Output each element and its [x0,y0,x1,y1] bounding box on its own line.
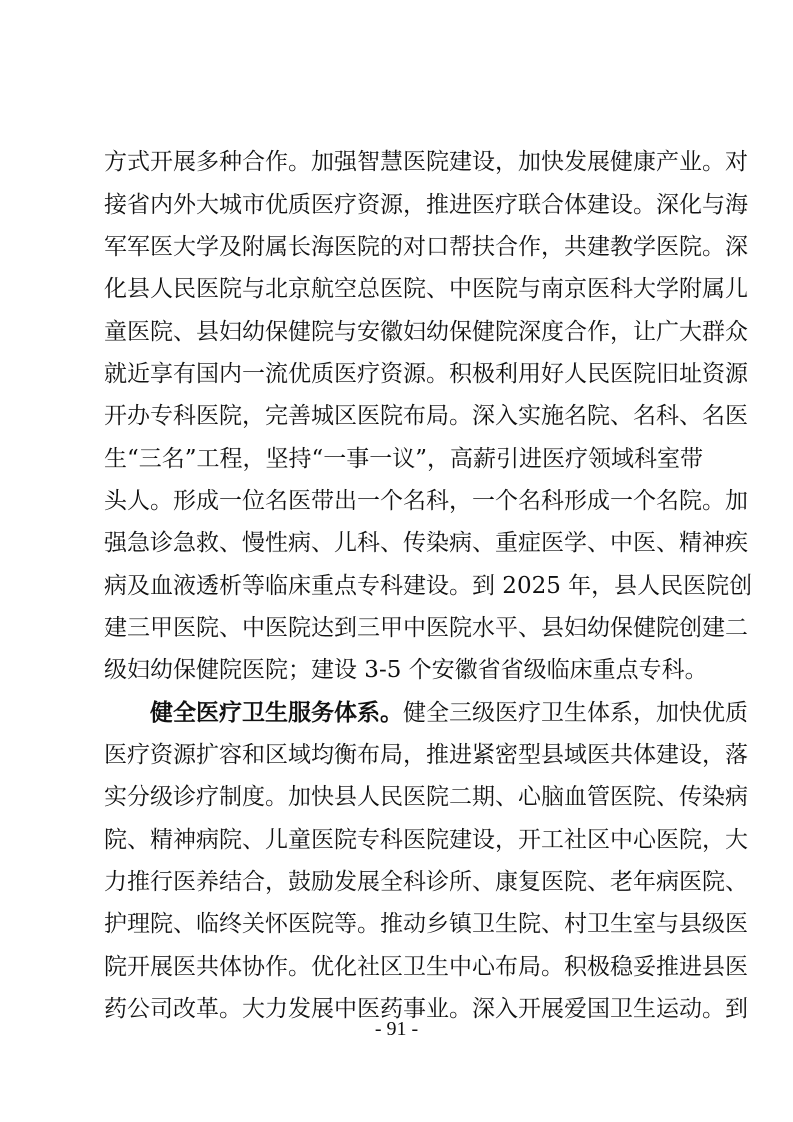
text-line: 方式开展多种合作。加强智慧医院建设，加快发展健康产业。对 [104,149,748,175]
paragraph-first-line [150,697,748,729]
text-line: 就近享有国内一流优质医疗资源。积极利用好人民医院旧址资源 [104,361,748,387]
text-line: 力推行医养结合，鼓励发展全科诊所、康复医院、老年病医院、 [104,869,748,895]
text-line: 实分级诊疗制度。加快县人民医院二期、心脑血管医院、传染病 [104,784,748,810]
text-line: 接省内外大城市优质医疗资源，推进医疗联合体建设。深化与海 [104,192,748,218]
text-line: 军军医大学及附属长海医院的对口帮扶合作，共建教学医院。深 [104,234,748,260]
text-line: 级妇幼保健院医院；建设 3-5 个安徽省省级临床重点专科。 [104,657,708,683]
text-line: 药公司改革。大力发展中医药事业。深入开展爱国卫生运动。到 [104,996,748,1022]
text-line: 院、精神病院、儿童医院专科医院建设，开工社区中心医院，大 [104,827,748,853]
page-number: - 91 - [374,1018,419,1040]
text-line: 医疗资源扩容和区域均衡布局，推进紧密型县域医共体建设，落 [104,742,748,768]
text-line: 建三甲医院、中医院达到三甲中医院水平、县妇幼保健院创建二 [104,615,748,641]
text-line: 童医院、县妇幼保健院与安徽妇幼保健院深度合作，让广大群众 [104,319,748,345]
section-heading: 健全医疗卫生服务体系。 [150,699,403,726]
text-line: 生“三名”工程，坚持“一事一议”，高薪引进医疗领域科室带 [104,446,704,472]
text-line: 化县人民医院与北京航空总医院、中医院与南京医科大学附属儿 [104,276,748,302]
text-line: 护理院、临终关怀医院等。推动乡镇卫生院、村卫生室与县级医 [104,911,748,937]
text-line: 头人。形成一位名医带出一个名科，一个名科形成一个名院。加 [104,488,748,514]
text-line: 院开展医共体协作。优化社区卫生中心布局。积极稳妥推进县医 [104,954,748,980]
text-line: 病及血液透析等临床重点专科建设。到 2025 年，县人民医院创 [104,573,753,599]
heading-followup-text: 健全三级医疗卫生体系，加快优质 [403,700,748,726]
text-line: 开办专科医院，完善城区医院布局。深入实施名院、名科、名医 [104,403,748,429]
text-line: 强急诊急救、慢性病、儿科、传染病、重症医学、中医、精神疾 [104,530,748,556]
